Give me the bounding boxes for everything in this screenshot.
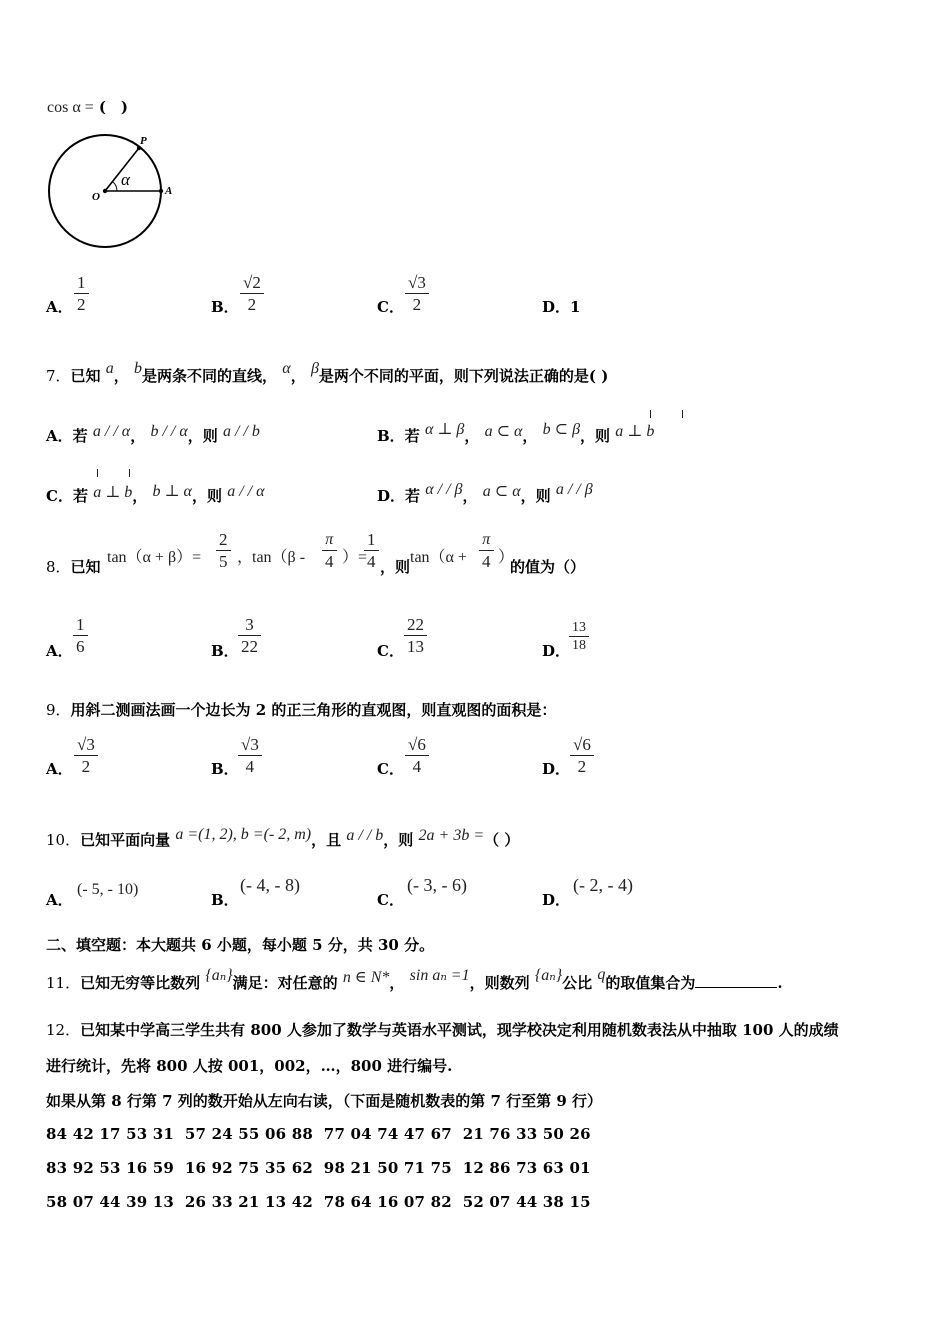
q8-option-c-num: 22 [407, 615, 424, 634]
q7-option-b-m2: a ⊂ α [484, 423, 523, 440]
q8-frac-1-den: 5 [219, 552, 228, 571]
q11-m5: q [597, 966, 606, 983]
q7-option-c-c1: ， [132, 487, 148, 505]
q10-option-b-label: B． [211, 891, 239, 909]
q11-text-5: 公比 [562, 974, 593, 992]
q8-c1: ， [237, 549, 254, 566]
q6-option-b-den: 2 [247, 295, 257, 314]
q10-m2: a / / b [346, 827, 384, 844]
q8-number-text [46, 556, 101, 577]
q10-stem [46, 826, 520, 850]
q12-number: 12． [46, 1021, 81, 1039]
q10-option-a-label: A． [46, 891, 73, 909]
q6-stem [47, 96, 128, 117]
q8-frac-2-num: π [325, 531, 334, 548]
q7-option-a [46, 425, 260, 446]
q7-text-1: 已知 [70, 367, 101, 385]
random-table-row: 83 92 53 16 59 16 92 75 35 62 98 21 50 71 75 12 86 73 63 01 [46, 1159, 591, 1177]
q9-option-b-num: √3 [241, 735, 259, 754]
angle-arc [113, 182, 118, 191]
q7-option-d [377, 481, 593, 506]
q9-option-d-frac [570, 735, 594, 778]
q8-number: 8． [46, 558, 71, 576]
label-O: O [92, 191, 100, 203]
q9-option-c-num: √6 [408, 735, 426, 754]
q7-b: b [134, 360, 143, 377]
q8-frac-3-den: 4 [367, 552, 376, 571]
q10-option-d-label: D． [542, 891, 571, 909]
q7-option-b [377, 421, 655, 446]
q8-m2: tan（β - [252, 549, 306, 566]
q9-number: 9． [46, 701, 71, 719]
q7-comma-2: ， [290, 367, 306, 385]
q9-text: 用斜二测画法画一个边长为 2 的正三角形的直观图，则直观图的面积是： [70, 701, 557, 719]
q7-option-b-if: 若 [404, 427, 420, 445]
q7-stem [46, 360, 609, 386]
q9-option-b-den: 4 [245, 757, 255, 776]
q8-text-2: 的值为（） [510, 558, 586, 576]
q12-line-1 [46, 1019, 839, 1040]
q8-c2: ，则 [380, 558, 411, 576]
q8-option-c-frac [404, 615, 427, 658]
random-table-row: 84 42 17 53 31 57 24 55 06 88 77 04 74 47 67 21 76 33 50 26 [46, 1125, 591, 1143]
q11-text-1: 已知无穷等比数列 [80, 974, 201, 992]
q8-m3b: ） [498, 549, 515, 566]
vector-arrow-mark [682, 410, 683, 418]
q6-option-b-num: √2 [243, 273, 261, 292]
q7-a: a [105, 360, 114, 377]
q9-option-c-den: 4 [412, 757, 422, 776]
q9-option-a-frac [74, 735, 98, 778]
point-A [159, 189, 163, 193]
vector-arrow-mark [129, 469, 130, 477]
q10-option-b-value: (- 4, - 8) [240, 875, 300, 895]
q6-option-a-den: 2 [77, 295, 86, 314]
q7-text-2: 是两条不同的直线， [142, 367, 278, 385]
q7-option-a-c2: ，则 [187, 427, 218, 445]
q6-option-c-num: √3 [408, 273, 426, 292]
q8-option-d-den: 18 [572, 638, 586, 653]
q11-text-4: ，则数列 [469, 974, 530, 992]
q6-option-d-label: D． [542, 298, 571, 316]
q8-frac-4-den: 4 [482, 552, 491, 571]
q7-option-b-m3: b ⊂ β [542, 421, 581, 438]
q9-option-c-label: C． [377, 760, 404, 778]
q9-stem [46, 699, 556, 720]
q9-option-a-label: A． [46, 760, 73, 778]
q11-text-2: 满足：对任意的 [232, 974, 338, 992]
q7-comma-1: ， [113, 367, 129, 385]
q8-option-a-label: A． [46, 642, 73, 660]
q7-option-d-m3: a / / β [555, 481, 593, 498]
q7-option-b-c1: ， [464, 427, 480, 445]
q8-frac-3 [364, 530, 379, 573]
q8-option-a-den: 6 [76, 637, 85, 656]
q8-frac-3-num: 1 [367, 530, 376, 549]
q7-option-d-m1: α / / β [425, 481, 463, 498]
q12-line-3: 如果从第 8 行第 7 列的数开始从左向右读，（下面是随机数表的第 7 行至第 9 行） [46, 1092, 603, 1110]
q7-option-b-label: B． [377, 427, 405, 445]
q8-m3: tan（α + [410, 549, 467, 566]
q8-option-c-den: 13 [407, 637, 424, 656]
q7-option-a-label: A． [46, 427, 73, 445]
q11-number: 11． [46, 974, 81, 992]
q8-frac-1 [216, 530, 231, 573]
q9-option-c-frac [405, 735, 429, 778]
q11-m4: {aₙ} [534, 967, 563, 984]
q8-option-a-frac [73, 615, 88, 658]
q7-option-d-m2: a ⊂ α [482, 483, 521, 500]
q8-m1: tan（α + β）= [107, 549, 202, 566]
q7-option-c-m3: a / / α [227, 483, 265, 500]
q8-option-d-frac [569, 620, 589, 655]
q10-m3: 2a + 3b = [418, 827, 485, 844]
q10-m1: a =(1, 2), b =(- 2, m) [175, 826, 312, 843]
q8-option-a-num: 1 [76, 615, 85, 634]
q11-m2: n ∈ N* [342, 969, 390, 986]
q7-text-3: 是两个不同的平面，则下列说法正确的是( ) [318, 367, 609, 385]
q7-option-d-c1: ， [462, 487, 478, 505]
q8-option-b-num: 3 [245, 615, 254, 634]
q10-text-2: ，且 [311, 831, 342, 849]
q8-frac-2-den: 4 [325, 552, 334, 571]
q10-text-1: 已知平面向量 [80, 831, 171, 849]
q6-stem-math: cos α = [47, 99, 94, 116]
q12-line-1-text: 已知某中学高三学生共有 800 人参加了数学与英语水平测试，现学校决定利用随机数表法从中抽取 100 人的成绩 [80, 1021, 839, 1039]
q8-option-b-frac [238, 615, 261, 658]
q10-option-c-value: (- 3, - 6) [407, 875, 467, 895]
q7-option-d-label: D． [377, 487, 406, 505]
q9-option-d-den: 2 [577, 757, 587, 776]
answer-blank[interactable] [695, 973, 777, 988]
q7-option-d-if: 若 [405, 487, 421, 505]
q8-frac-1-num: 2 [219, 530, 228, 549]
q6-option-d-text: 1 [570, 298, 581, 316]
q6-option-b-frac [240, 273, 264, 316]
q7-option-c-m1: a ⊥ b [93, 484, 133, 501]
q7-option-b-m1: α ⊥ β [424, 421, 465, 438]
q6-paren: ( ) [98, 98, 129, 116]
q10-option-d-value: (- 2, - 4) [573, 875, 633, 895]
vector-arrow-mark [97, 469, 98, 477]
q10-number: 10． [46, 831, 81, 849]
q6-option-c-frac [405, 273, 429, 316]
q8-frac-4 [479, 530, 494, 573]
q7-option-a-m2: b / / α [150, 423, 188, 440]
q7-option-c [46, 485, 265, 506]
q6-option-c-label: C． [377, 298, 404, 316]
q8-option-d-label: D． [542, 642, 571, 660]
q7-option-b-m4: a ⊥ b [615, 423, 655, 440]
q7-alpha: α [282, 360, 291, 377]
point-O [103, 189, 107, 193]
q8-option-d-num: 13 [572, 620, 586, 635]
q11-m3: sin aₙ =1 [409, 967, 470, 984]
q7-option-a-c1: ， [130, 427, 146, 445]
unit-circle-figure [44, 130, 184, 254]
q9-option-a-num: √3 [77, 735, 95, 754]
q9-option-a-den: 2 [81, 757, 91, 776]
q7-option-c-if: 若 [72, 487, 88, 505]
q8-option-c-label: C． [377, 642, 404, 660]
q7-option-a-m3: a / / b [222, 423, 260, 440]
q10-option-c-label: C． [377, 891, 404, 909]
vector-arrow-mark [650, 410, 651, 418]
label-A: A [165, 185, 173, 197]
q10-option-a-value: (- 5, - 10) [77, 881, 139, 898]
q8-text-1: 已知 [70, 558, 101, 576]
random-table-row: 58 07 44 39 13 26 33 21 13 42 78 64 16 07 82 52 07 44 38 15 [46, 1193, 591, 1211]
section-2-heading: 二、填空题：本大题共 6 小题，每小题 5 分，共 30 分。 [46, 936, 435, 954]
q8-option-b-den: 22 [241, 637, 258, 656]
q11-text-6: 的取值集合为 [605, 974, 696, 992]
q6-option-a-label: A． [46, 298, 73, 316]
q9-option-b-label: B． [211, 760, 239, 778]
q7-option-c-label: C． [46, 487, 73, 505]
q11-text-3: ， [389, 974, 405, 992]
q11-m1: {aₙ} [205, 967, 233, 984]
q7-option-c-c2: ，则 [191, 487, 222, 505]
q7-option-c-m2: b ⊥ α [152, 483, 192, 500]
q6-option-c-den: 2 [412, 295, 422, 314]
q12-line-2: 进行统计，先将 800 人按 001，002，…，800 进行编号. [46, 1057, 453, 1075]
q8-option-b-label: B． [211, 642, 239, 660]
q6-option-b-label: B． [211, 298, 239, 316]
q6-option-d [542, 296, 580, 317]
q9-option-d-num: √6 [573, 735, 591, 754]
q9-option-b-frac [238, 735, 262, 778]
q9-option-d-label: D． [542, 760, 571, 778]
q11-text-7: . [777, 974, 783, 992]
q8-m2b: ）= [342, 549, 368, 566]
label-alpha: α [121, 170, 130, 189]
q7-option-b-c3: ，则 [580, 427, 611, 445]
q10-text-4: （ ） [484, 831, 520, 849]
q7-option-a-m1: a / / α [92, 423, 131, 440]
q7-option-b-c2: ， [522, 427, 538, 445]
q7-number: 7． [46, 367, 71, 385]
q6-option-a-frac [74, 273, 89, 316]
q7-beta: β [310, 360, 319, 377]
q10-text-3: ，则 [383, 831, 414, 849]
q11-stem [46, 966, 783, 993]
q8-frac-2 [322, 530, 337, 573]
q6-option-a-num: 1 [77, 273, 86, 292]
q8-frac-4-num: π [482, 531, 491, 548]
q7-option-d-c2: ，则 [520, 487, 551, 505]
q7-option-a-if: 若 [72, 427, 88, 445]
label-P: P [140, 135, 147, 147]
